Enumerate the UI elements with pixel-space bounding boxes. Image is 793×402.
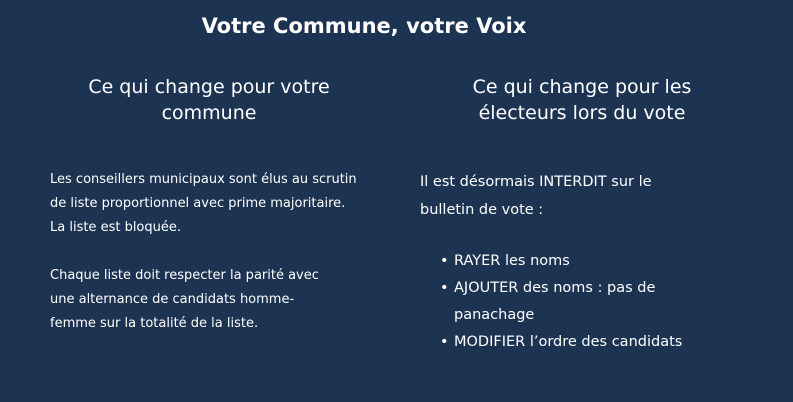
intro-line2: bulletin de vote : (420, 202, 544, 218)
intro-text (420, 168, 760, 224)
p2-line3: femme sur la totalité de la liste. (50, 316, 259, 331)
p1-line3: La liste est bloquée. (50, 220, 182, 235)
left-heading-line2: commune (161, 102, 257, 124)
forbidden-list (420, 248, 760, 356)
right-column-body (420, 168, 760, 356)
left-column-body (50, 168, 400, 360)
page-title: Votre Commune, votre Voix (201, 14, 527, 38)
p2-line2: une alternance de candidats homme- (50, 292, 295, 307)
right-heading-line2: électeurs lors du vote (478, 102, 686, 124)
list-item-continuation: panachage (454, 307, 535, 323)
p1-line2: de liste proportionnel avec prime majoritaire. (50, 196, 346, 211)
left-column-heading (48, 74, 370, 126)
intro-line1: Il est désormais INTERDIT sur le (420, 174, 652, 190)
right-heading-line1: Ce qui change pour les (472, 76, 692, 98)
p1-line1: Les conseillers municipaux sont élus au scrutin (50, 172, 357, 187)
list-item: • RAYER les noms (454, 248, 760, 275)
right-column-heading (432, 74, 732, 126)
list-item: • MODIFIER l’ordre des candidats (454, 329, 760, 356)
list-item: • AJOUTER des noms : pas de panachage (454, 275, 760, 329)
left-heading-line1: Ce qui change pour votre (88, 76, 330, 98)
p2-line1: Chaque liste doit respecter la parité avec (50, 268, 319, 283)
paragraph-election (50, 168, 400, 240)
paragraph-parity (50, 264, 400, 336)
